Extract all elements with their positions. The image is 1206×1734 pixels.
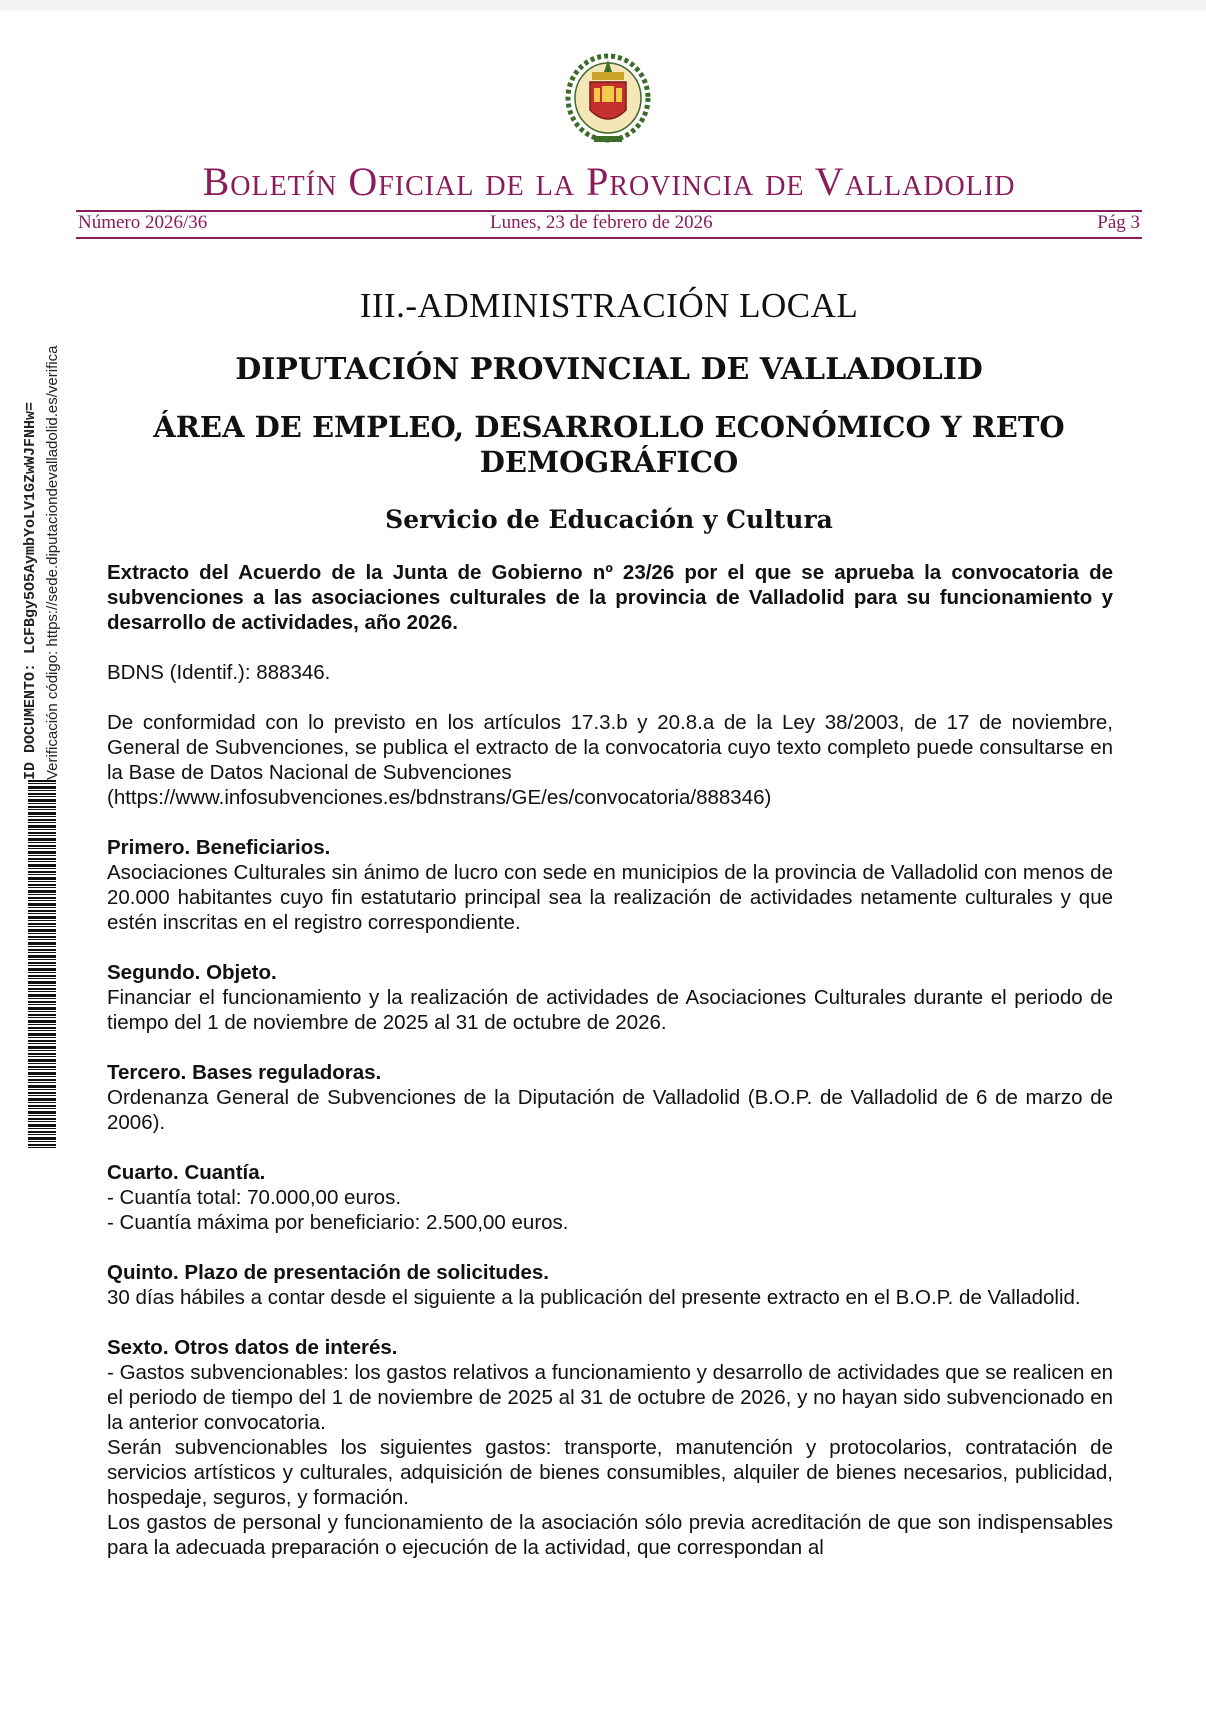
quinto-title: Quinto. Plazo de presentación de solicitudes. xyxy=(107,1261,549,1284)
tercero-text: Ordenanza General de Subvenciones de la Diputación de Valladolid (B.O.P. de Valladolid de 6 de marzo de 2006). xyxy=(107,1086,1113,1134)
primero-text: Asociaciones Culturales sin ánimo de lucro con sede en municipios de la provincia de Valladolid con menos de 20.000 habitantes cuyo fin estatutario principal sea la realización de actividades netamente culturales y que estén inscritas en el registro correspondiente. xyxy=(107,861,1113,934)
entity-heading: DIPUTACIÓN PROVINCIAL DE VALLADOLID xyxy=(235,352,983,387)
intro-paragraph: De conformidad con lo previsto en los artículos 17.3.b y 20.8.a de la Ley 38/2003, de 17 de noviembre, General de Subvenciones, se publica el extracto de la convocatoria cuyo texto completo puede consultarse en la Base de Datos Nacional de Subvenciones xyxy=(107,711,1113,784)
bulletin-title: Boletín Oficial de la Provincia de Valladolid xyxy=(202,159,1016,204)
valladolid-provincial-crest-icon xyxy=(560,46,656,156)
verification-url: Verificación código: https://sede.diputaciondevalladolid.es/verifica xyxy=(44,345,61,780)
header-meta-row xyxy=(78,212,1140,236)
barcode-icon xyxy=(28,780,56,1150)
verification-stamp xyxy=(20,260,64,780)
bulletin-date: Lunes, 23 de febrero de 2026 xyxy=(490,212,713,233)
sexto-paragraph-1: - Gastos subvencionables: los gastos relativos a funcionamiento y desarrollo de actividades que se realicen en el periodo de tiempo del 1 de noviembre de 2025 al 31 de octubre de 2026, y no hayan sido subvencionado en la anterior convocatoria. xyxy=(107,1361,1113,1434)
area-heading: ÁREA DE EMPLEO, DESARROLLO ECONÓMICO Y RETO DEMOGRÁFICO xyxy=(153,410,1065,479)
quinto-text: 30 días hábiles a contar desde el siguiente a la publicación del presente extracto en el B.O.P. de Valladolid. xyxy=(107,1286,1081,1309)
sexto-paragraph-2: Serán subvencionables los siguientes gastos: transporte, manutención y protocolarios, contratación de servicios artísticos y culturales, adquisición de bienes consumibles, alquiler de bienes necesarios, publicidad, hospedaje, seguros, y formación. xyxy=(107,1436,1113,1509)
sexto-paragraph-3: Los gastos de personal y funcionamiento de la asociación sólo previa acreditación de que son indispensables para la adecuada preparación o ejecución de la actividad, que correspondan al xyxy=(107,1511,1113,1559)
tercero-title: Tercero. Bases reguladoras. xyxy=(107,1061,382,1084)
primero-title: Primero. Beneficiarios. xyxy=(107,836,331,859)
document-id: ID DOCUMENTO: LCFBgy5O5AymbYoLV1GZwWJFNHw= xyxy=(22,401,39,780)
service-heading: Servicio de Educación y Cultura xyxy=(385,505,833,534)
header-rule-bottom xyxy=(76,237,1142,239)
convocatoria-url: (https://www.infosubvenciones.es/bdnstrans/GE/es/convocatoria/888346) xyxy=(107,786,772,809)
cuarto-title: Cuarto. Cuantía. xyxy=(107,1161,266,1184)
page-number: Pág 3 xyxy=(1097,212,1140,233)
viewer-top-bar xyxy=(0,0,1206,10)
cuarto-total: - Cuantía total: 70.000,00 euros. xyxy=(107,1186,402,1209)
segundo-text: Financiar el funcionamiento y la realización de actividades de Asociaciones Culturales durante el periodo de tiempo del 1 de noviembre de 2025 al 31 de octubre de 2026. xyxy=(107,986,1113,1034)
document-body xyxy=(107,560,1113,1560)
segundo-title: Segundo. Objeto. xyxy=(107,961,277,984)
bdns-id: BDNS (Identif.): 888346. xyxy=(107,661,331,684)
extracto-paragraph: Extracto del Acuerdo de la Junta de Gobierno nº 23/26 por el que se aprueba la convocatoria de subvenciones a las asociaciones culturales de la provincia de Valladolid para su funcionamiento y desarrollo de actividades, año 2026. xyxy=(107,561,1113,634)
section-heading: III.-ADMINISTRACIÓN LOCAL xyxy=(359,286,859,325)
sexto-title: Sexto. Otros datos de interés. xyxy=(107,1336,398,1359)
cuarto-max: - Cuantía máxima por beneficiario: 2.500,00 euros. xyxy=(107,1211,569,1234)
bulletin-number: Número 2026/36 xyxy=(78,212,208,233)
